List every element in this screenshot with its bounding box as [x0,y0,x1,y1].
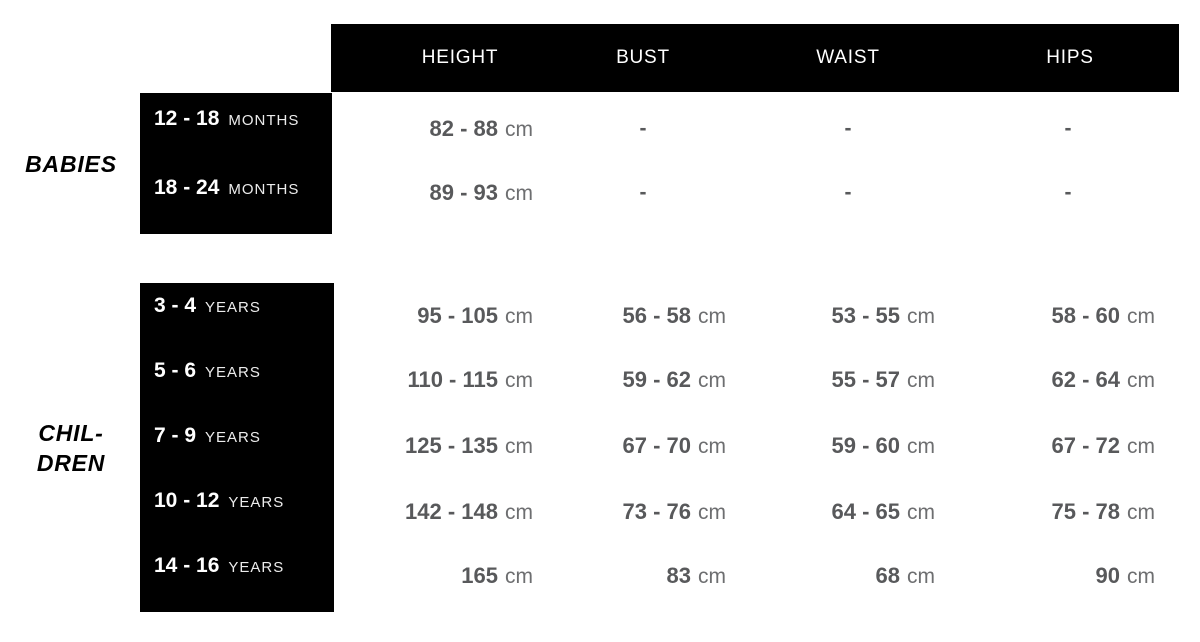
children-size-box [140,283,334,612]
waist-value [832,497,936,527]
measurement-number: 125 - 135 [405,433,498,458]
age-unit-label: YEARS [205,429,261,446]
measurement-unit: cm [698,305,726,328]
measurement-unit: cm [698,435,726,458]
measurement-number: 83 [666,563,691,588]
measurement-unit: cm [907,305,935,328]
age-unit-label: MONTHS [228,112,300,129]
waist-value [832,431,936,461]
measurement-number: 64 - 65 [831,499,900,524]
measurement-number: 53 - 55 [831,303,900,328]
waist-value [832,301,936,331]
age-unit-label: YEARS [228,494,285,511]
measurement-number: 142 - 148 [405,499,498,524]
height-value [417,301,533,331]
age-unit-label: YEARS [205,299,261,316]
measurement-unit: cm [505,369,533,392]
age-range: 18 - 24 [154,176,220,199]
measurement-unit: cm [698,369,726,392]
age-unit-label: MONTHS [228,181,300,198]
measurement-unit: cm [907,435,935,458]
hips-value [1052,301,1156,331]
measurement-unit: cm [505,565,533,588]
measurement-unit: cm [505,501,533,524]
measurement-unit: cm [1127,565,1155,588]
measurement-number: 73 - 76 [622,499,691,524]
measurement-number: 59 - 62 [622,367,691,392]
group-label-children-line2: DREN [36,449,106,476]
age-range: 7 - 9 [154,424,197,447]
hips-value [1052,497,1156,527]
table-header-bar [331,24,1179,92]
size-row-label-babies-2 [154,175,299,201]
column-header-waist: WAIST [816,47,880,68]
waist-value [876,561,935,591]
measurement-unit: cm [505,305,533,328]
age-range: 12 - 18 [154,107,220,130]
bust-value [623,365,727,395]
measurement-unit: cm [1127,305,1155,328]
hips-value [1052,365,1156,395]
measurement-number: 165 [461,563,498,588]
measurement-number: 89 - 93 [429,180,498,205]
waist-value-empty: - [844,181,852,204]
measurement-number: 90 [1095,563,1120,588]
bust-value [623,301,727,331]
measurement-unit: cm [1127,369,1155,392]
measurement-number: 67 - 72 [1051,433,1120,458]
hips-value [1096,561,1155,591]
measurement-unit: cm [505,182,533,205]
age-range: 5 - 6 [154,359,197,382]
measurement-number: 95 - 105 [417,303,498,328]
hips-value-empty: - [1064,117,1072,140]
bust-value-empty: - [639,181,647,204]
measurement-number: 56 - 58 [622,303,691,328]
bust-value-empty: - [639,117,647,140]
measurement-unit: cm [1127,435,1155,458]
measurement-unit: cm [1127,501,1155,524]
bust-value [667,561,726,591]
age-range: 14 - 16 [154,554,220,577]
column-header-hips: HIPS [1046,47,1094,68]
age-unit-label: YEARS [228,559,285,576]
size-row-label-babies-1 [154,106,299,132]
column-header-height: HEIGHT [421,47,499,68]
measurement-unit: cm [907,369,935,392]
hips-value [1052,431,1156,461]
height-value [405,497,533,527]
group-label-children-line1: CHIL- [38,419,104,446]
age-unit-label: YEARS [205,364,261,381]
measurement-number: 75 - 78 [1051,499,1120,524]
height-value [407,365,533,395]
size-row-label-children-3 [154,423,261,449]
height-value [430,178,534,208]
group-label-babies-text: BABIES [25,150,117,177]
measurement-number: 59 - 60 [831,433,900,458]
age-range: 10 - 12 [154,489,220,512]
measurement-unit: cm [505,435,533,458]
bust-value [623,497,727,527]
measurement-number: 55 - 57 [831,367,900,392]
measurement-unit: cm [505,118,533,141]
waist-value-empty: - [844,117,852,140]
group-label-children [4,283,138,612]
measurement-number: 110 - 115 [407,367,498,392]
size-row-label-children-2 [154,358,261,384]
waist-value [832,365,936,395]
age-range: 3 - 4 [154,294,197,317]
height-value [405,431,533,461]
height-value [461,561,533,591]
measurement-unit: cm [907,565,935,588]
measurement-unit: cm [907,501,935,524]
measurement-number: 67 - 70 [622,433,691,458]
column-header-bust: BUST [616,47,670,68]
hips-value-empty: - [1064,181,1072,204]
measurement-number: 58 - 60 [1051,303,1120,328]
size-row-label-children-1 [154,293,261,319]
bust-value [623,431,727,461]
size-row-label-children-5 [154,553,284,579]
group-label-babies [4,93,138,234]
size-row-label-children-4 [154,488,284,514]
measurement-number: 82 - 88 [429,116,498,141]
measurement-number: 68 [875,563,900,588]
babies-size-box [140,93,332,234]
measurement-number: 62 - 64 [1051,367,1120,392]
height-value [430,114,534,144]
measurement-unit: cm [698,565,726,588]
measurement-unit: cm [698,501,726,524]
